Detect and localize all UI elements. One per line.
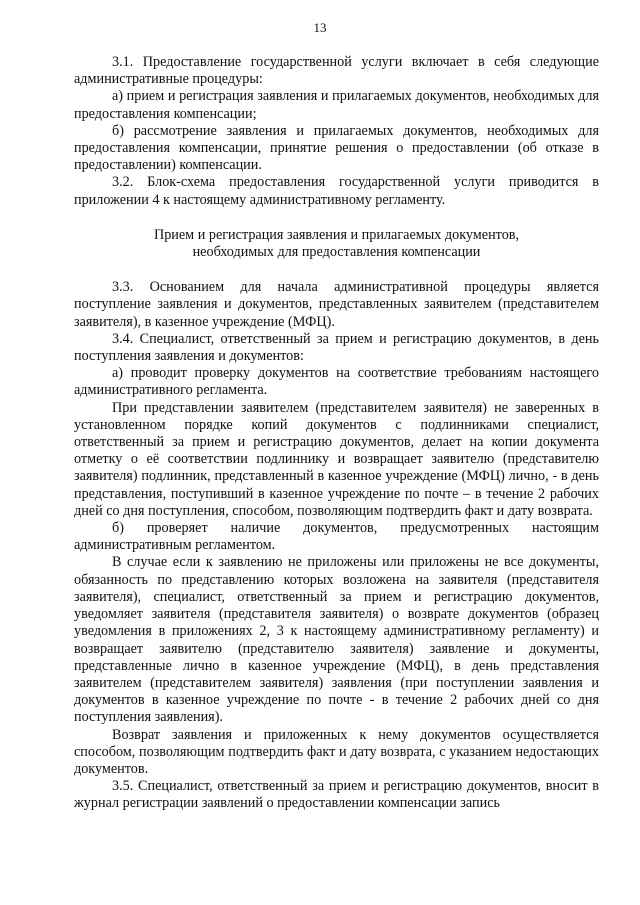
paragraph-3-1: 3.1. Предоставление государственной услуги включает в себя следующие административные процедуры: [74, 54, 599, 88]
paragraph-3-4-a: а) проводит проверку документов на соответствие требованиям настоящего административного регламента. [74, 365, 599, 399]
paragraph-3-3: 3.3. Основанием для начала административной процедуры является поступление заявления и документов, представленных заявителем (представителем заявителя), в казенное учреждение (МФЦ). [74, 279, 599, 330]
page-number: 13 [313, 20, 327, 35]
paragraph-3-4: 3.4. Специалист, ответственный за прием и регистрацию документов, в день поступления заявления и документов: [74, 330, 599, 365]
section-heading-line-1: Прием и регистрация заявления и прилагаемых документов, [153, 226, 520, 243]
paragraph-return: Возврат заявления и приложенных к нему документов осуществляется способом, позволяющим подтвердить факт и дату возврата, с указанием недостающих документов. [74, 726, 599, 777]
paragraph-copies: При представлении заявителем (представителем заявителя) не заверенных в установленном порядке копий документов с подлинниками специалист, ответственный за прием и регистрацию документов, делает на копии документа отметку о её соответствии подлиннику и возвращает заявителю (представителю заявителя) подлинник, представленный в казенное учреждение (МФЦ) лично, - в день представления, поступивший в казенное учреждение по почте – в течение 2 рабочих дней со дня поступления, способом, позволяющим подтвердить факт и дату возврата. [74, 399, 599, 519]
document-body [74, 54, 599, 813]
paragraph-3-1-b: б) рассмотрение заявления и прилагаемых документов, необходимых для предоставления компенсации, принятие решения о предоставлении (об отказе в предоставлении) компенсации. [74, 122, 599, 174]
paragraph-3-4-b: б) проверяет наличие документов, предусмотренных настоящим административным регламентом. [74, 520, 599, 554]
paragraph-3-5: 3.5. Специалист, ответственный за прием и регистрацию документов, вносит в журнал регистрации заявлений о предоставлении компенсации запись [74, 778, 599, 812]
section-heading [74, 227, 599, 261]
paragraph-3-1-a: а) прием и регистрация заявления и прилагаемых документов, необходимых для предоставления компенсации; [74, 88, 599, 122]
section-heading-line-2: необходимых для предоставления компенсации [192, 244, 481, 261]
paragraph-3-2: 3.2. Блок-схема предоставления государственной услуги приводится в приложении 4 к настоящему административному регламенту. [74, 174, 599, 208]
paragraph-missing-documents: В случае если к заявлению не приложены или приложены не все документы, обязанность по представлению которых возложена на заявителя (представителя заявителя), специалист, ответственный за прием и регистрацию документов, уведомляет заявителя (представителя заявителя) о возврате документов (образец уведомления в приложениях 2, 3 к настоящему административному регламенту) и возвращает заявителю (представителю заявителя) заявление и документы, представленные лично в казенное учреждение (МФЦ), в день представления заявителем (представителем заявителя) заявления (при поступлении заявления и документов в казенное учреждение по почте - в течение 2 рабочих дней со дня поступления заявления). [74, 554, 599, 726]
